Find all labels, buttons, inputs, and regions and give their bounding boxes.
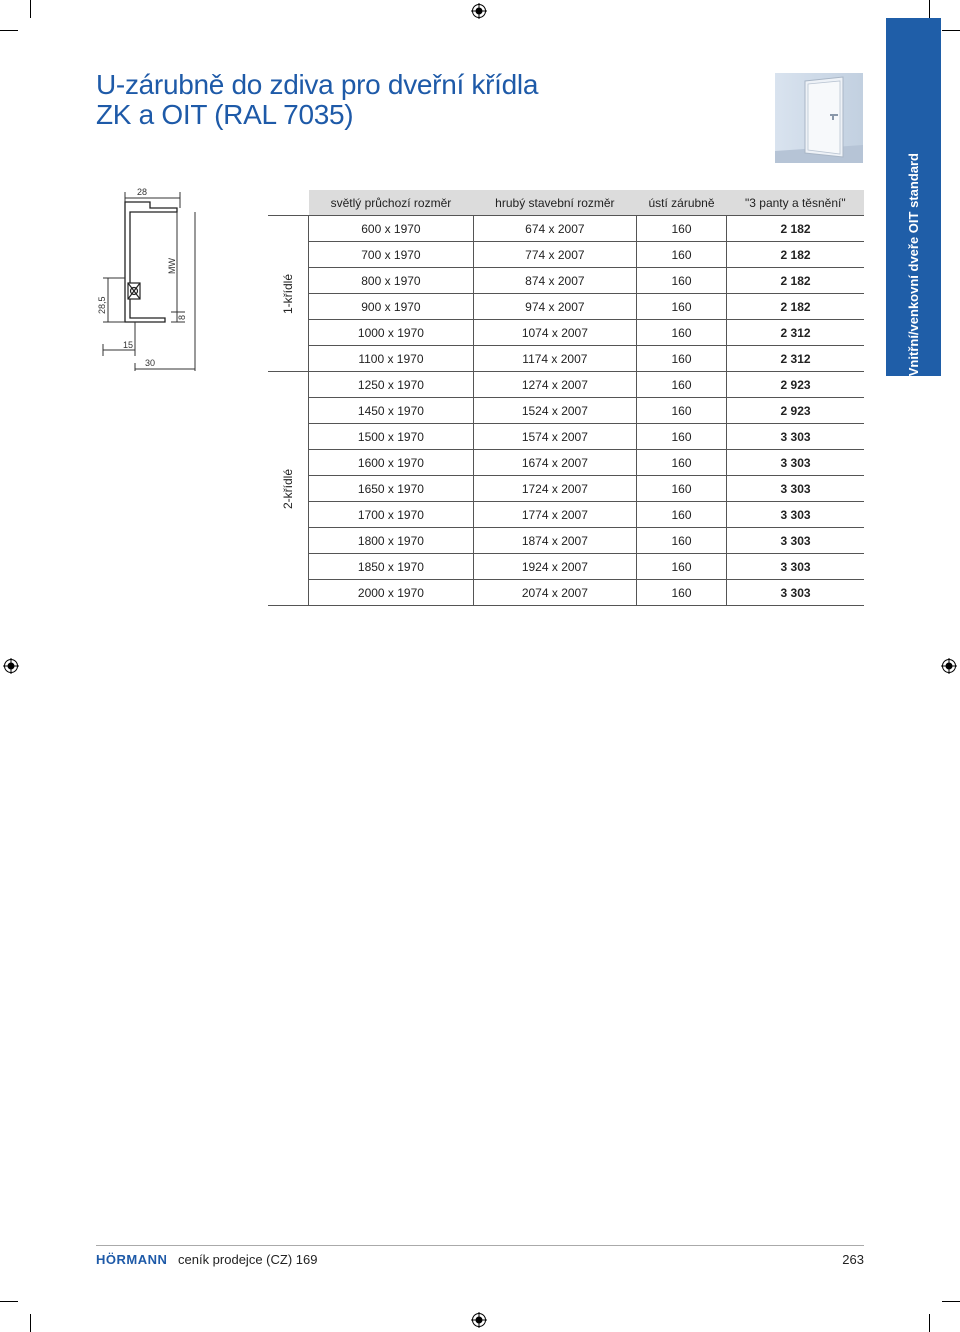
group-label-cell (268, 372, 309, 606)
table-cell: 1274 x 2007 (473, 372, 636, 398)
table-row (268, 242, 864, 268)
group-label: 1-křídlé (281, 273, 295, 314)
table-row (268, 398, 864, 424)
group-label-cell (268, 216, 309, 372)
column-header-group (268, 190, 309, 216)
table-row (268, 268, 864, 294)
table-cell: 160 (636, 216, 726, 242)
column-header: hrubý stavební rozměr (473, 190, 636, 216)
table-cell: 3 303 (727, 502, 864, 528)
crop-mark (0, 1301, 18, 1302)
table-row (268, 528, 864, 554)
table-row (268, 554, 864, 580)
table-cell: 1574 x 2007 (473, 424, 636, 450)
dim-15-label: 15 (123, 340, 134, 350)
registration-mark-icon (941, 658, 957, 674)
table-cell: 3 303 (727, 580, 864, 606)
footer-divider (96, 1245, 864, 1246)
table-cell: 160 (636, 580, 726, 606)
table-cell: 160 (636, 554, 726, 580)
brand-logo: HÖRMANN (96, 1252, 168, 1267)
table-cell: 160 (636, 398, 726, 424)
table-cell: 160 (636, 502, 726, 528)
table-cell: 800 x 1970 (309, 268, 474, 294)
table-cell: 1250 x 1970 (309, 372, 474, 398)
dim-8-label: 8 (177, 314, 187, 320)
table-cell: 160 (636, 242, 726, 268)
table-row (268, 216, 864, 242)
table-cell: 674 x 2007 (473, 216, 636, 242)
footer-text: ceník prodejce (CZ) 169 (178, 1252, 318, 1267)
table-cell: 3 303 (727, 450, 864, 476)
table-cell: 2 923 (727, 372, 864, 398)
table-cell: 1724 x 2007 (473, 476, 636, 502)
dim-28-5-label: 28,5 (97, 296, 107, 314)
table-cell: 700 x 1970 (309, 242, 474, 268)
table-body (268, 216, 864, 606)
table-cell: 1100 x 1970 (309, 346, 474, 372)
registration-mark-icon (471, 1312, 487, 1328)
table-cell: 1074 x 2007 (473, 320, 636, 346)
crop-mark (0, 30, 18, 31)
table-cell: 1924 x 2007 (473, 554, 636, 580)
table-cell: 2 182 (727, 242, 864, 268)
dim-28-label: 28 (137, 187, 148, 197)
table-row (268, 346, 864, 372)
frame-profile-drawing (95, 186, 205, 371)
page-number: 263 (842, 1252, 864, 1267)
table-cell: 2074 x 2007 (473, 580, 636, 606)
table-cell: 160 (636, 424, 726, 450)
table-row (268, 320, 864, 346)
crop-mark (929, 1314, 930, 1332)
table-cell: 2 923 (727, 398, 864, 424)
table-row (268, 502, 864, 528)
table-cell: 2 312 (727, 320, 864, 346)
table-cell: 1450 x 1970 (309, 398, 474, 424)
table-cell: 160 (636, 528, 726, 554)
table-cell: 874 x 2007 (473, 268, 636, 294)
table-cell: 1674 x 2007 (473, 450, 636, 476)
table-row (268, 450, 864, 476)
side-tab-label: Vnitřní/venkovní dveře OIT standard (906, 152, 921, 376)
table-cell: 160 (636, 320, 726, 346)
table-cell: 1600 x 1970 (309, 450, 474, 476)
table-cell: 1774 x 2007 (473, 502, 636, 528)
table-cell: 1174 x 2007 (473, 346, 636, 372)
table-cell: 974 x 2007 (473, 294, 636, 320)
dim-mw-label: MW (167, 258, 177, 274)
price-table (268, 190, 864, 606)
table-cell: 3 303 (727, 476, 864, 502)
table-cell: 3 303 (727, 424, 864, 450)
page-title-line2: ZK a OIT (RAL 7035) (96, 99, 354, 130)
door-illustration-icon (775, 73, 863, 163)
table-cell: 160 (636, 450, 726, 476)
registration-mark-icon (471, 3, 487, 19)
table-cell: 900 x 1970 (309, 294, 474, 320)
table-cell: 1700 x 1970 (309, 502, 474, 528)
table-cell: 3 303 (727, 554, 864, 580)
table-cell: 1850 x 1970 (309, 554, 474, 580)
dim-30-label: 30 (145, 358, 156, 368)
table-row (268, 294, 864, 320)
table-row (268, 424, 864, 450)
table-cell: 160 (636, 268, 726, 294)
side-tab (886, 18, 941, 376)
table-cell: 1650 x 1970 (309, 476, 474, 502)
table-row (268, 476, 864, 502)
registration-mark-icon (3, 658, 19, 674)
table-cell: 2 182 (727, 294, 864, 320)
table-row (268, 580, 864, 606)
table-cell: 2 182 (727, 216, 864, 242)
table-cell: 2 182 (727, 268, 864, 294)
table-cell: 2000 x 1970 (309, 580, 474, 606)
page-title-line1: U-zárubně do zdiva pro dveřní křídla (96, 69, 539, 100)
column-header: "3 panty a těsnění" (727, 190, 864, 216)
column-header: světlý průchozí rozměr (309, 190, 474, 216)
crop-mark (942, 30, 960, 31)
column-header: ústí zárubně (636, 190, 726, 216)
table-cell: 774 x 2007 (473, 242, 636, 268)
crop-mark (942, 1301, 960, 1302)
table-cell: 1874 x 2007 (473, 528, 636, 554)
table-cell: 160 (636, 372, 726, 398)
table-row (268, 372, 864, 398)
table-cell: 1500 x 1970 (309, 424, 474, 450)
table-cell: 1000 x 1970 (309, 320, 474, 346)
group-label: 2-křídlé (281, 468, 295, 509)
crop-mark (30, 0, 31, 18)
table-cell: 600 x 1970 (309, 216, 474, 242)
table-cell: 1524 x 2007 (473, 398, 636, 424)
table-cell: 160 (636, 346, 726, 372)
table-cell: 3 303 (727, 528, 864, 554)
table-cell: 2 312 (727, 346, 864, 372)
crop-mark (929, 0, 930, 18)
crop-mark (30, 1314, 31, 1332)
table-cell: 160 (636, 476, 726, 502)
table-header-row (268, 190, 864, 216)
page-title (96, 70, 538, 130)
table-cell: 160 (636, 294, 726, 320)
table-cell: 1800 x 1970 (309, 528, 474, 554)
